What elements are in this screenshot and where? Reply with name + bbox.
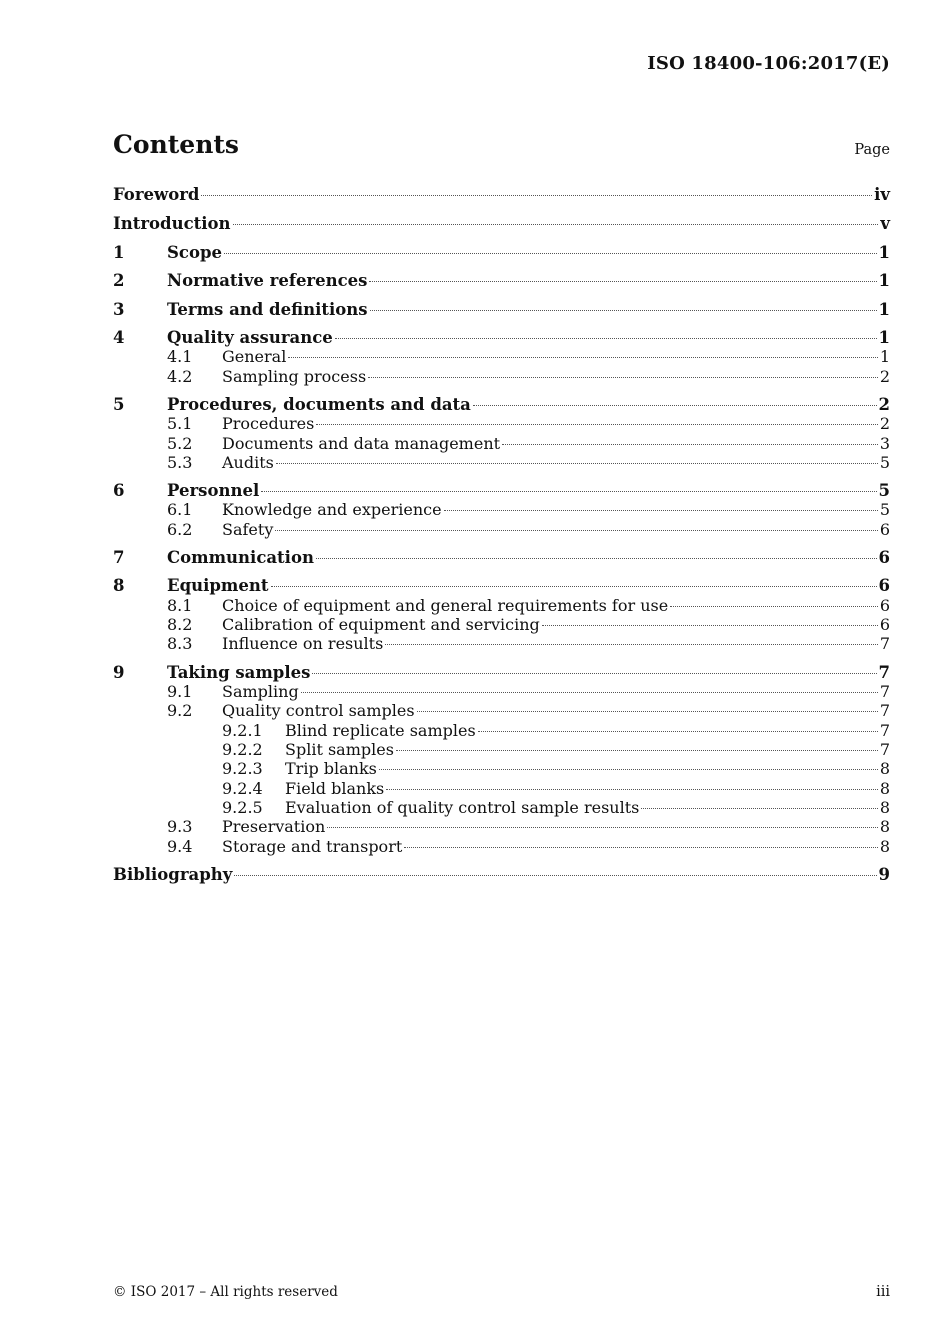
toc-entry-number: 4: [113, 328, 125, 347]
toc-entry-page: 8: [879, 817, 890, 836]
page-title: Contents: [113, 130, 240, 159]
toc-entry-number: 5.2: [167, 434, 193, 453]
toc-entry-page: 7: [879, 740, 890, 759]
toc-entry-page: 2: [878, 395, 890, 414]
toc-entry-number: 5.1: [167, 414, 193, 433]
toc-entry-page: 7: [878, 663, 890, 682]
dot-leader: [502, 444, 878, 445]
toc-entry[interactable]: [113, 434, 890, 454]
toc-entry[interactable]: [113, 865, 890, 885]
toc-entry-page: 8: [879, 759, 890, 778]
toc-entry-number: 8: [113, 576, 125, 595]
toc-entry[interactable]: [113, 663, 890, 683]
toc-entry-page: 3: [879, 434, 890, 453]
dot-leader: [327, 827, 878, 828]
dot-leader: [271, 586, 877, 587]
footer-page-number: iii: [876, 1284, 890, 1300]
toc-entry-number: 9.1: [167, 682, 193, 701]
toc-entry-number: 7: [113, 548, 125, 567]
dot-leader: [542, 625, 878, 626]
toc-entry-page: 1: [878, 328, 890, 347]
toc-entry-title: Evaluation of quality control sample results: [285, 798, 640, 817]
toc-entry-page: 6: [879, 520, 890, 539]
toc-entry-number: 6.1: [167, 500, 193, 519]
dot-leader: [386, 789, 878, 790]
toc-entry-title: Storage and transport: [222, 837, 403, 856]
dot-leader: [316, 424, 877, 425]
toc-entry-page: 6: [878, 576, 890, 595]
toc-entry[interactable]: [113, 271, 890, 291]
dot-leader: [224, 253, 877, 254]
dot-leader: [404, 847, 878, 848]
toc-entry-title: Audits: [222, 453, 274, 472]
toc-entry-page: 5: [878, 481, 890, 500]
toc-entry-title: Quality assurance: [167, 328, 333, 347]
dot-leader: [670, 606, 878, 607]
toc-entry[interactable]: [113, 453, 890, 473]
toc-entry-title: Quality control samples: [222, 701, 415, 720]
toc-entry-page: 2: [879, 414, 890, 433]
toc-entry-number: 5: [113, 395, 125, 414]
toc-entry-number: 4.2: [167, 367, 193, 386]
dot-leader: [276, 463, 878, 464]
dot-leader: [301, 692, 878, 693]
toc-entry[interactable]: [113, 328, 890, 348]
toc-entry-page: 1: [879, 347, 890, 366]
toc-entry-page: 1: [878, 300, 890, 319]
toc-entry-title: Procedures: [222, 414, 315, 433]
dot-leader: [478, 731, 878, 732]
dot-leader: [233, 224, 879, 225]
toc-entry[interactable]: [113, 300, 890, 320]
dot-leader: [369, 281, 876, 282]
dot-leader: [288, 357, 877, 358]
toc-entry-page: 8: [879, 837, 890, 856]
toc-entry-number: 4.1: [167, 347, 193, 366]
toc-entry-title: Documents and data management: [222, 434, 501, 453]
page-column-label: Page: [854, 142, 890, 158]
toc-entry-page: 7: [879, 634, 890, 653]
toc-entry-title: Trip blanks: [285, 759, 377, 778]
toc-entry-number: 9.2.5: [222, 798, 263, 817]
toc-entry[interactable]: [113, 701, 890, 721]
toc-entry-number: 9: [113, 663, 125, 682]
dot-leader: [396, 750, 878, 751]
footer-copyright: © ISO 2017 – All rights reserved: [113, 1284, 338, 1300]
toc-entry-title: Blind replicate samples: [285, 721, 476, 740]
toc-entry[interactable]: [113, 548, 890, 568]
toc-entry-title: Sampling process: [222, 367, 367, 386]
toc-entry-number: 8.2: [167, 615, 193, 634]
toc-entry-number: 9.2: [167, 701, 193, 720]
toc-entry-title: Split samples: [285, 740, 394, 759]
document-id: ISO 18400-106:2017(E): [647, 53, 890, 74]
dot-leader: [379, 769, 878, 770]
dot-leader: [385, 644, 878, 645]
dot-leader: [641, 808, 877, 809]
dot-leader: [261, 491, 876, 492]
toc-entry-number: 8.3: [167, 634, 193, 653]
toc-entry-number: 9.3: [167, 817, 193, 836]
dot-leader: [370, 310, 877, 311]
toc-entry-page: 6: [879, 596, 890, 615]
dot-leader: [316, 558, 877, 559]
toc-entry-page: 7: [879, 701, 890, 720]
dot-leader: [444, 510, 878, 511]
toc-entry-page: 2: [879, 367, 890, 386]
toc-entry-number: 9.2.3: [222, 759, 263, 778]
dot-leader: [473, 405, 877, 406]
toc-entry[interactable]: [113, 721, 890, 741]
toc-entry-title: Normative references: [167, 271, 368, 290]
toc-entry-title: General: [222, 347, 287, 366]
toc-entry[interactable]: [113, 414, 890, 434]
toc-entry-title: Terms and definitions: [167, 300, 368, 319]
toc-entry-number: 6.2: [167, 520, 193, 539]
toc-entry[interactable]: [113, 395, 890, 415]
toc-entry-page: 6: [878, 548, 890, 567]
toc-entry-number: 6: [113, 481, 125, 500]
toc-entry-title: Introduction: [113, 214, 231, 233]
toc-entry[interactable]: [113, 682, 890, 702]
toc-entry[interactable]: [113, 798, 890, 818]
toc-entry-title: Choice of equipment and general requirements for use: [222, 596, 669, 615]
toc-entry-number: 8.1: [167, 596, 193, 615]
toc-entry-page: 8: [879, 779, 890, 798]
toc-entry-number: 2: [113, 271, 125, 290]
toc-entry[interactable]: [113, 740, 890, 760]
toc-entry-number: 5.3: [167, 453, 193, 472]
toc-entry[interactable]: [113, 500, 890, 520]
toc-entry[interactable]: [113, 520, 890, 540]
toc-entry-title: Safety: [222, 520, 274, 539]
dot-leader: [312, 673, 876, 674]
dot-leader: [335, 338, 877, 339]
toc-entry-page: iv: [874, 185, 890, 204]
toc-entry[interactable]: [113, 367, 890, 387]
toc-entry-page: 8: [879, 798, 890, 817]
toc-entry-title: Field blanks: [285, 779, 385, 798]
toc-entry-page: v: [880, 214, 890, 233]
toc-entry-number: 9.2.2: [222, 740, 263, 759]
toc-entry-number: 9.2.4: [222, 779, 263, 798]
toc-entry-title: Personnel: [167, 481, 260, 500]
toc-entry-title: Equipment: [167, 576, 269, 595]
toc-entry[interactable]: [113, 634, 890, 654]
toc-entry[interactable]: [113, 837, 890, 857]
toc-entry[interactable]: [113, 596, 890, 616]
toc-entry-number: 1: [113, 243, 125, 262]
toc-entry[interactable]: [113, 347, 890, 367]
toc-entry[interactable]: [113, 481, 890, 501]
toc-entry-title: Calibration of equipment and servicing: [222, 615, 540, 634]
toc-entry[interactable]: [113, 576, 890, 596]
toc-entry-title: Sampling: [222, 682, 299, 701]
dot-leader: [275, 530, 877, 531]
toc-entry-title: Preservation: [222, 817, 326, 836]
toc-entry-title: Bibliography: [113, 865, 233, 884]
toc-entry-title: Scope: [167, 243, 223, 262]
toc-entry[interactable]: [113, 759, 890, 779]
toc-entry-page: 5: [879, 453, 890, 472]
toc-entry[interactable]: [113, 779, 890, 799]
toc-entry-page: 1: [878, 271, 890, 290]
toc-entry-page: 1: [878, 243, 890, 262]
toc-entry-page: 9: [878, 865, 890, 884]
dot-leader: [201, 195, 872, 196]
toc-entry-page: 5: [879, 500, 890, 519]
toc-entry[interactable]: [113, 185, 890, 205]
toc-entry[interactable]: [113, 243, 890, 263]
toc-entry[interactable]: [113, 615, 890, 635]
toc-entry-page: 7: [879, 721, 890, 740]
toc-entry-title: Taking samples: [167, 663, 311, 682]
toc-entry-title: Procedures, documents and data: [167, 395, 471, 414]
toc-entry-title: Foreword: [113, 185, 200, 204]
toc-entry-number: 9.2.1: [222, 721, 263, 740]
toc-entry-title: Communication: [167, 548, 314, 567]
toc-entry-page: 6: [879, 615, 890, 634]
toc-entry-title: Influence on results: [222, 634, 384, 653]
dot-leader: [234, 875, 876, 876]
toc-entry[interactable]: [113, 817, 890, 837]
toc-entry-number: 9.4: [167, 837, 193, 856]
dot-leader: [368, 377, 878, 378]
toc-entry-number: 3: [113, 300, 125, 319]
toc-entry-page: 7: [879, 682, 890, 701]
dot-leader: [417, 711, 878, 712]
toc-entry[interactable]: [113, 214, 890, 234]
toc-entry-title: Knowledge and experience: [222, 500, 442, 519]
